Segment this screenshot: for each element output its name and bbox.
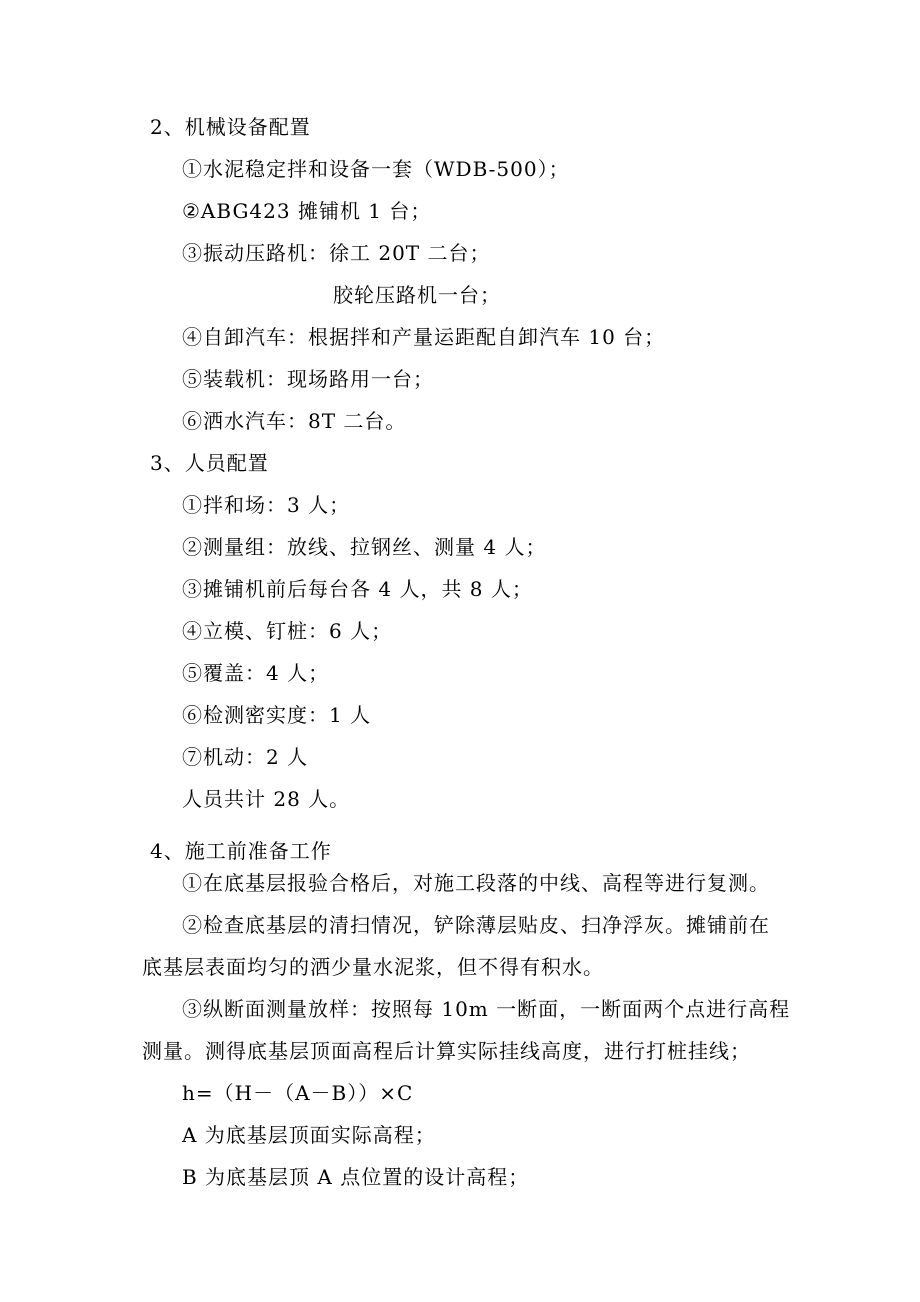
personnel-item-2: ②测量组：放线、拉钢丝、测量 4 人； <box>182 535 547 559</box>
equipment-item-6: ⑥洒水汽车：8T 二台。 <box>182 409 407 433</box>
equipment-item-3: ③振动压路机：徐工 20T 二台； <box>182 241 491 265</box>
heading-equipment: 2、机械设备配置 <box>150 115 311 139</box>
heading-preparation: 4、施工前准备工作 <box>150 839 332 863</box>
personnel-item-6: ⑥检测密实度：1 人 <box>182 703 372 727</box>
equipment-item-4: ④自卸汽车：根据拌和产量运距配自卸汽车 10 台； <box>182 325 666 349</box>
definition-b: B 为底基层顶 A 点位置的设计高程； <box>182 1165 530 1189</box>
equipment-item-3b: 胶轮压路机一台； <box>333 283 501 307</box>
preparation-item-1: ①在底基层报验合格后，对施工段落的中线、高程等进行复测。 <box>182 871 770 895</box>
preparation-item-2-line1: ②检查底基层的清扫情况，铲除薄层贴皮、扫净浮灰。摊铺前在 <box>182 913 770 937</box>
preparation-item-3-line1: ③纵断面测量放样：按照每 10m 一断面，一断面两个点进行高程 <box>182 997 791 1021</box>
equipment-item-5: ⑤装载机：现场路用一台； <box>182 367 434 391</box>
personnel-item-4: ④立模、钉桩：6 人； <box>182 619 393 643</box>
personnel-item-7: ⑦机动：2 人 <box>182 745 309 769</box>
preparation-item-2-line2: 底基层表面均匀的洒少量水泥浆，但不得有积水。 <box>142 955 604 979</box>
personnel-item-3: ③摊铺机前后每台各 4 人，共 8 人； <box>182 577 533 601</box>
preparation-item-3-line2: 测量。测得底基层顶面高程后计算实际挂线高度，进行打桩挂线； <box>142 1039 751 1063</box>
personnel-total: 人员共计 28 人。 <box>182 787 351 811</box>
equipment-item-1: ①水泥稳定拌和设备一套（WDB-500）； <box>182 157 570 181</box>
personnel-item-5: ⑤覆盖：4 人； <box>182 661 330 685</box>
formula: h=（H－（A－B））×C <box>182 1081 414 1105</box>
heading-personnel: 3、人员配置 <box>150 451 269 475</box>
definition-a: A 为底基层顶面实际高程； <box>182 1123 436 1147</box>
equipment-item-2: ②ABG423 摊铺机 1 台； <box>182 199 432 223</box>
personnel-item-1: ①拌和场：3 人； <box>182 493 351 517</box>
